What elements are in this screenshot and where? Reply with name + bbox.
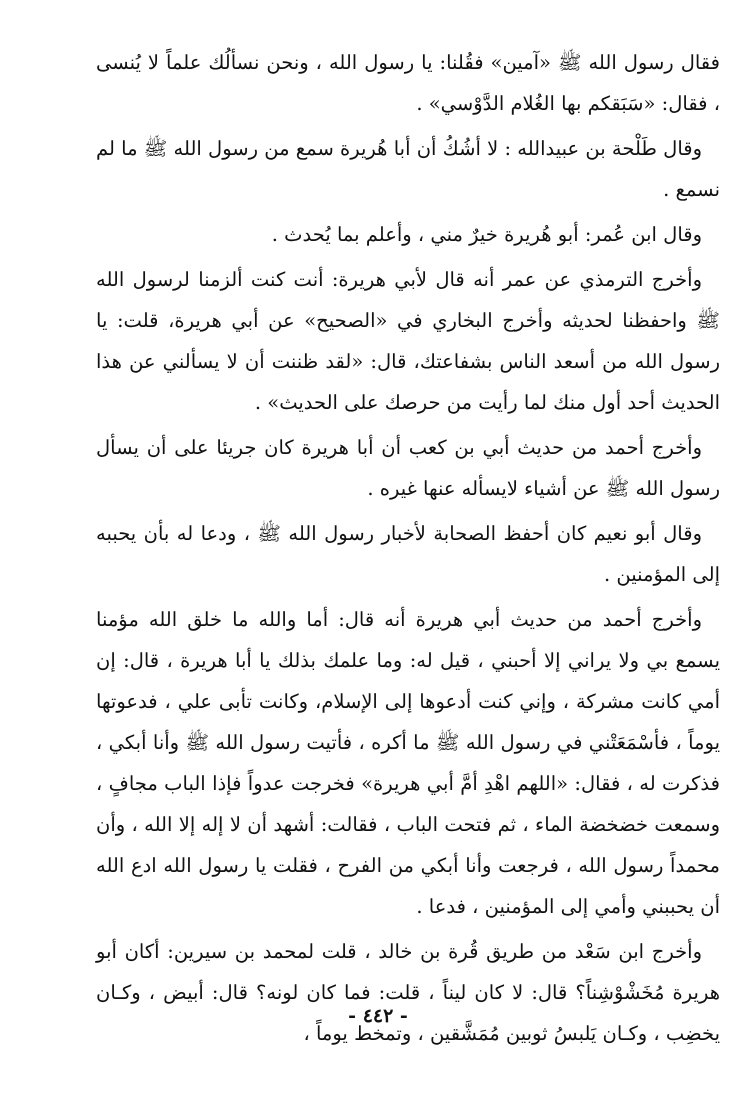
paragraph-4: وأخرج الترمذي عن عمر أنه قال لأبي هريرة: أنت كنت ألزمنا لرسول الله ﷺ واحفظنا لحديثه وأخرج البخاري في «الصحيح» عن أبي هريرة، قلت: يا رسول الله من أسعد الناس بشفاعتك، قال: «لقد ظننت أن لا يسألني عن هذا الحديث أحد أول منك لما رأيت من حرصك على الحديث» .	[96, 268, 720, 414]
paragraph-3: وقال ابن عُمر: أبو هُريرة خيرٌ مني ، وأعلم بما يُحدث .	[271, 223, 702, 246]
page-number: - ٤٤٢ -	[348, 1005, 408, 1027]
paragraph-7: وأخرج أحمد من حديث أبي هريرة أنه قال: أما والله ما خلق الله مؤمنا يسمع بي ولا يراني إلا أحبني ، قيل له: وما علمك بذلك يا أبا هريرة ، قال: إن أمي كانت مشركة ، وإني كنت أدعوها إلى الإسلام، وكانت تأبى علي ، فدعوتها يوماً ، فأسْمَعَتْني في رسول الله ﷺ ما أكره ، فأتيت رسول الله ﷺ وأنا أبكي ، فذكرت له ، فقال: «اللهم اهْدِ أمَّ أبي هريرة» فخرجت عدواً فإذا الباب مجافٍ ، وسمعت خضخضة الماء ، ثم فتحت الباب ، فقالت: أشهد أن لا إله إلا الله ، وأن محمداً رسول الله ، فرجعت وأنا أبكي من الفرح ، فقلت يا رسول الله ادع الله أن يحببني وأمي إلى المؤمنين ، فدعا .	[96, 608, 720, 918]
paragraph-6: وقال أبو نعيم كان أحفظ الصحابة لأخبار رسول الله ﷺ ، ودعا له بأن يحببه إلى المؤمنين .	[96, 522, 720, 586]
paragraph-5: وأخرج أحمد من حديث أبي بن كعب أن أبا هريرة كان جريئا على أن يسأل رسول الله ﷺ عن أشياء لايسأله عنها غيره .	[96, 436, 720, 500]
page-text	[96, 42, 720, 1058]
paragraph-8: وأخرج ابن سَعْد من طريق قُرة بن خالد ، قلت لمحمد بن سيرين: أكان أبو هريرة مُخَشْوْشِناً؟ قال: لا كان ليناً ، قلت: فما كان لونه؟ قال: أبيض ، وكـان يخضِب ، وكـان يَلبسُ ثوبين مُمَشَّقين ، وتمخط يوماً ،	[96, 940, 720, 1045]
paragraph-1: فقال رسول الله ﷺ «آمين» فقُلنا: يا رسول الله ، ونحن نسألُك علماً لا يُنسى ، فقال: «سَبَقكم بها الغُلام الدَّوْسي» .	[96, 51, 720, 115]
paragraph-2: وقال طَلْحة بن عبيدالله : لا أشُكُ أن أبا هُريرة سمع من رسول الله ﷺ ما لم نسمع .	[96, 137, 720, 201]
